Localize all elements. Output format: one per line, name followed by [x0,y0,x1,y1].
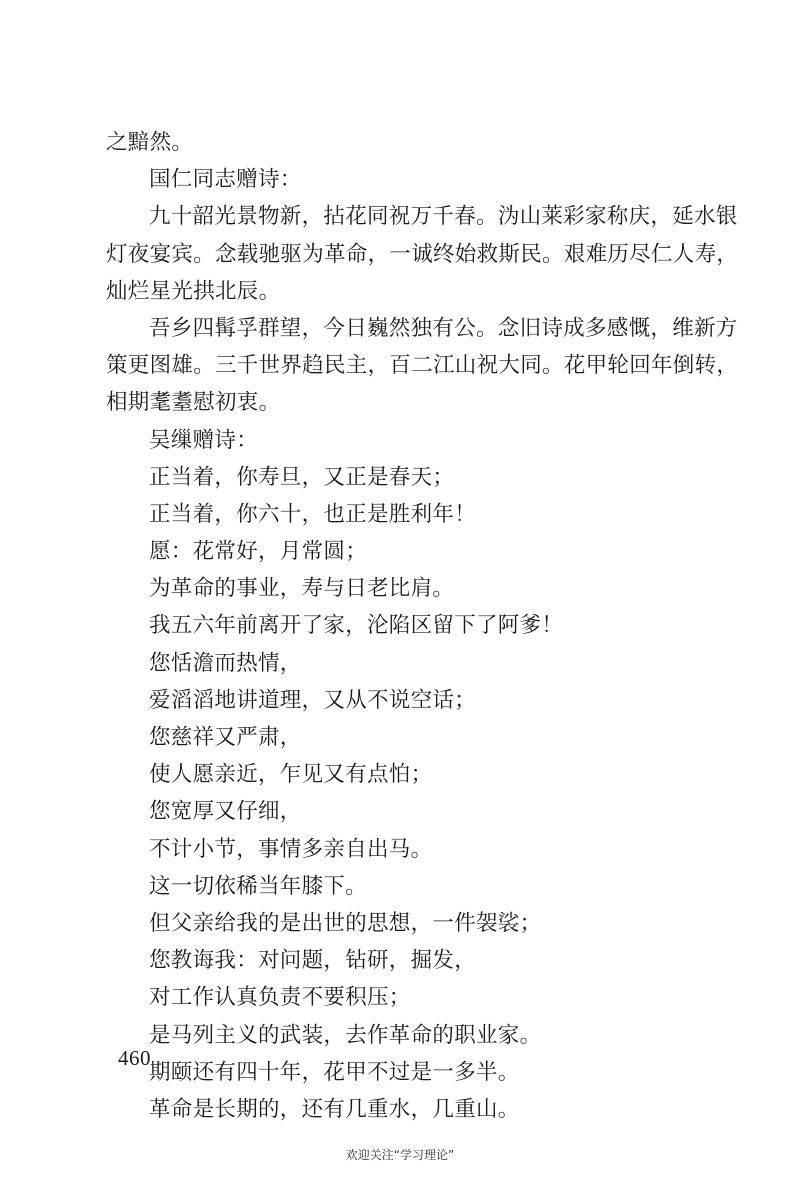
text-line: 正当着，你六十，也正是胜利年！ [149,501,477,527]
text-line: 对工作认真负责不要积压； [149,985,411,1011]
text-line: 使人愿亲近，乍见又有点怕； [149,762,433,788]
text-line: 期颐还有四十年，花甲不过是一多半。 [149,1059,520,1085]
text-line: 您慈祥又严肃， [149,725,302,750]
text-line: 但父亲给我的是出世的思想，一件袈裟； [149,910,542,936]
text-line: 灯夜宴宾。念载驰驱为革命，一诚终始救斯民。艰难历尽仁人寿， [106,241,739,267]
text-line: 正当着，你寿旦，又正是春天； [149,464,455,490]
text-line: 策更图雄。三千世界趋民主，百二江山祝大同。花甲轮回年倒转， [106,353,739,379]
text-line: 吾乡四髯孚群望，今日巍然独有公。念旧诗成多感慨，维新方 [149,315,738,341]
text-line: 灿烂星光拱北辰。 [106,278,281,304]
watermark-footer: 欢迎关注“学习理论” [345,1148,455,1162]
text-line: 国仁同志赠诗： [149,167,302,193]
text-line: 我五六年前离开了家，沦陷区留下了阿爹！ [149,613,564,639]
text-line: 爱滔滔地讲道理，又从不说空话； [149,687,477,713]
page-number: 460 [118,1046,151,1070]
text-line: 之黯然。 [106,130,194,155]
text-line: 吴缫赠诗： [149,427,259,453]
text-line: 九十韶光景物新，拈花同祝万千春。沩山莱彩家称庆，延水银 [149,204,738,230]
text-line: 这一切依稀当年膝下。 [149,873,368,899]
text-line: 是马列主义的武装，去作革命的职业家。 [149,1022,542,1048]
body-text [106,124,739,1128]
text-line: 您宽厚又仔细， [149,799,302,825]
text-line: 革命是长期的，还有几重水，几重山。 [149,1096,520,1122]
text-line: 愿：花常好，月常圆； [149,539,368,565]
text-line: 您恬澹而热情， [149,650,302,676]
text-line: 不计小节，事情多亲自出马。 [149,836,433,862]
text-line: 您教诲我：对问题，钻研，掘发， [149,948,477,974]
text-line: 为革命的事业，寿与日老比肩。 [149,576,455,602]
text-line: 相期耄耋慰初衷。 [106,390,281,416]
